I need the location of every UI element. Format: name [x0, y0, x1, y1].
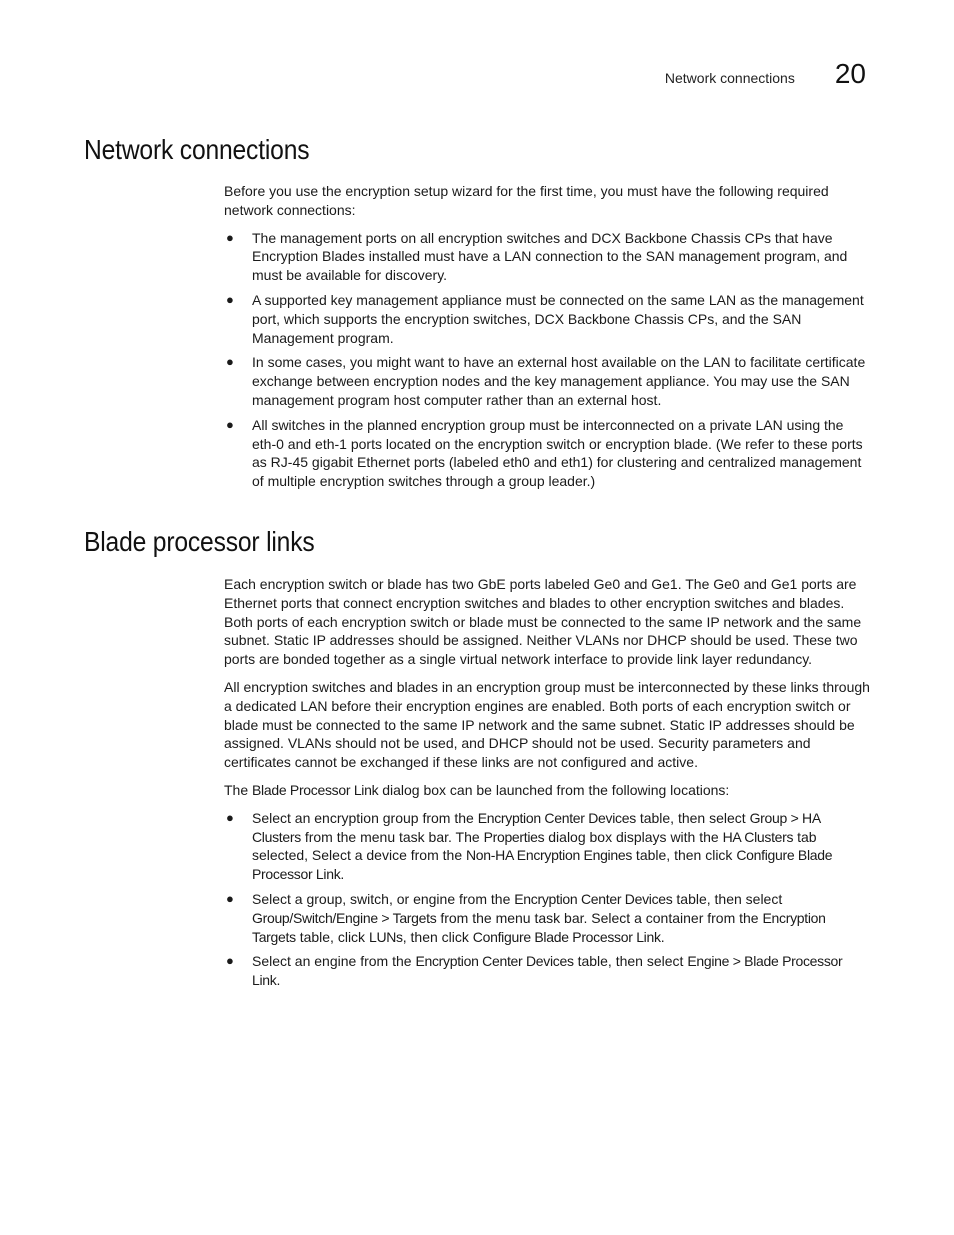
blade-paragraph-1: Each encryption switch or blade has two GbE ports labeled Ge0 and Ge1. The Ge0 and Ge1 ports are Ethernet ports that connect encryption switches and blades to other encryption switches and blades. Both ports of each encryption switch or blade must be connected to the same IP network and the same subnet. Static IP addresses should be assigned. Neither VLANs nor DHCP should be used. These two ports are bonded together as a single virtual network interface to provide link layer redundancy.: [224, 576, 862, 668]
ui-term: Group > HA Clusters: [252, 809, 821, 845]
ui-term-blade-processor-link: Blade Processor Link: [252, 781, 379, 798]
text-run: .: [660, 928, 665, 945]
bullet-icon: ●: [226, 953, 234, 969]
list-item-text: The management ports on all encryption switches and DCX Backbone Chassis CPs that have Encryption Blades installed must have a LAN connection to the SAN management program, and must be available for discovery.: [252, 229, 848, 284]
text-run: table, then select: [573, 953, 688, 970]
ui-term: Encryption Center Devices: [514, 890, 673, 907]
list-item: [224, 416, 870, 491]
text-run: table, then select: [635, 809, 750, 826]
ui-term: Configure Blade Processor Link: [472, 928, 661, 945]
ui-term: Configure Blade Processor Link: [252, 847, 833, 883]
section-heading-network-connections: Network connections: [84, 134, 310, 165]
list-item: [224, 952, 870, 990]
running-header: [665, 58, 866, 90]
ui-term: LUNs: [368, 928, 403, 945]
list-item-text: [252, 953, 842, 988]
text-run: tab selected, Select a device from the: [252, 828, 817, 864]
text-run: table, then click: [632, 847, 737, 864]
list-item: [224, 291, 870, 347]
list-item-text: In some cases, you might want to have an external host available on the LAN to facilitate certificate exchange between encryption nodes and the key management appliance. You may use the SAN management program host computer rather than an external host.: [252, 354, 866, 408]
ui-term: Encryption Targets: [252, 909, 826, 945]
bullet-icon: ●: [226, 416, 234, 432]
ui-term: Encryption Center Devices: [477, 809, 636, 826]
running-title: Network connections: [664, 70, 795, 86]
text-run: table, then select: [672, 890, 783, 907]
list-item: [224, 890, 870, 946]
ui-term: Encryption Center Devices: [415, 953, 574, 970]
bullet-icon: ●: [226, 229, 234, 245]
text-run: .: [340, 866, 345, 883]
list-item-text: [252, 891, 826, 945]
blade-processor-links-body: [224, 575, 870, 996]
ui-term: Engine > Blade Processor Link: [252, 953, 843, 989]
launch-locations-list: [224, 809, 870, 990]
text-run: The: [224, 781, 253, 798]
bullet-icon: ●: [226, 809, 234, 825]
list-item: [224, 809, 870, 884]
list-item: [224, 229, 870, 285]
blade-paragraph-2: All encryption switches and blades in an encryption group must be interconnected by these links through a dedicated LAN before their encryption engines are enabled. Both ports of each encryption switch or blade must be connected to the same IP network and the same subnet. Static IP addresses should be assigned. VLANs should not be used, and DHCP should not be used. Security parameters and certificates cannot be exchanged if these links are not configured and active.: [224, 678, 870, 771]
ui-term: Non-HA Encryption Engines: [466, 847, 633, 864]
ui-term: Properties: [483, 828, 545, 845]
text-run: from the menu task bar. The: [300, 828, 484, 845]
bullet-icon: ●: [226, 890, 234, 906]
text-run: dialog box displays with the: [544, 828, 723, 845]
ui-term: HA Clusters: [722, 828, 794, 845]
text-run: Select an encryption group from the: [252, 809, 478, 826]
list-item-text: [252, 810, 832, 882]
chapter-number: 20: [834, 58, 866, 89]
list-item-text: All switches in the planned encryption group must be interconnected on a private LAN using the eth-0 and eth-1 ports located on the encryption switch or encryption blade. (We refer to these ports as RJ-45 gigabit Ethernet ports (labeled eth0 and eth1) for clustering and centralized management of multiple encryption switches through a group leader.): [252, 416, 863, 490]
text-run: Select an engine from the: [252, 953, 416, 970]
list-item: [224, 353, 870, 409]
text-run: .: [276, 972, 281, 989]
text-run: from the menu task bar. Select a container from the: [436, 909, 763, 926]
ui-term: Group/Switch/Engine > Targets: [252, 909, 437, 926]
section-heading-blade-processor-links: Blade processor links: [84, 526, 315, 557]
text-run: Select a group, switch, or engine from the: [252, 890, 515, 907]
network-connections-list: [224, 229, 870, 491]
text-run: table, click: [295, 928, 369, 945]
list-item-text: A supported key management appliance must be connected on the same LAN as the management port, which supports the encryption switches, DCX Backbone Chassis CPs, and the SAN Management program.: [252, 291, 864, 346]
text-run: , then click: [402, 928, 473, 945]
blade-paragraph-3: [224, 781, 870, 800]
bullet-icon: ●: [226, 291, 234, 307]
network-connections-intro: Before you use the encryption setup wizard for the first time, you must have the following required network connections:: [224, 183, 829, 218]
text-run: dialog box can be launched from the following locations:: [378, 781, 730, 798]
network-connections-body: [224, 182, 870, 497]
bullet-icon: ●: [226, 354, 234, 370]
